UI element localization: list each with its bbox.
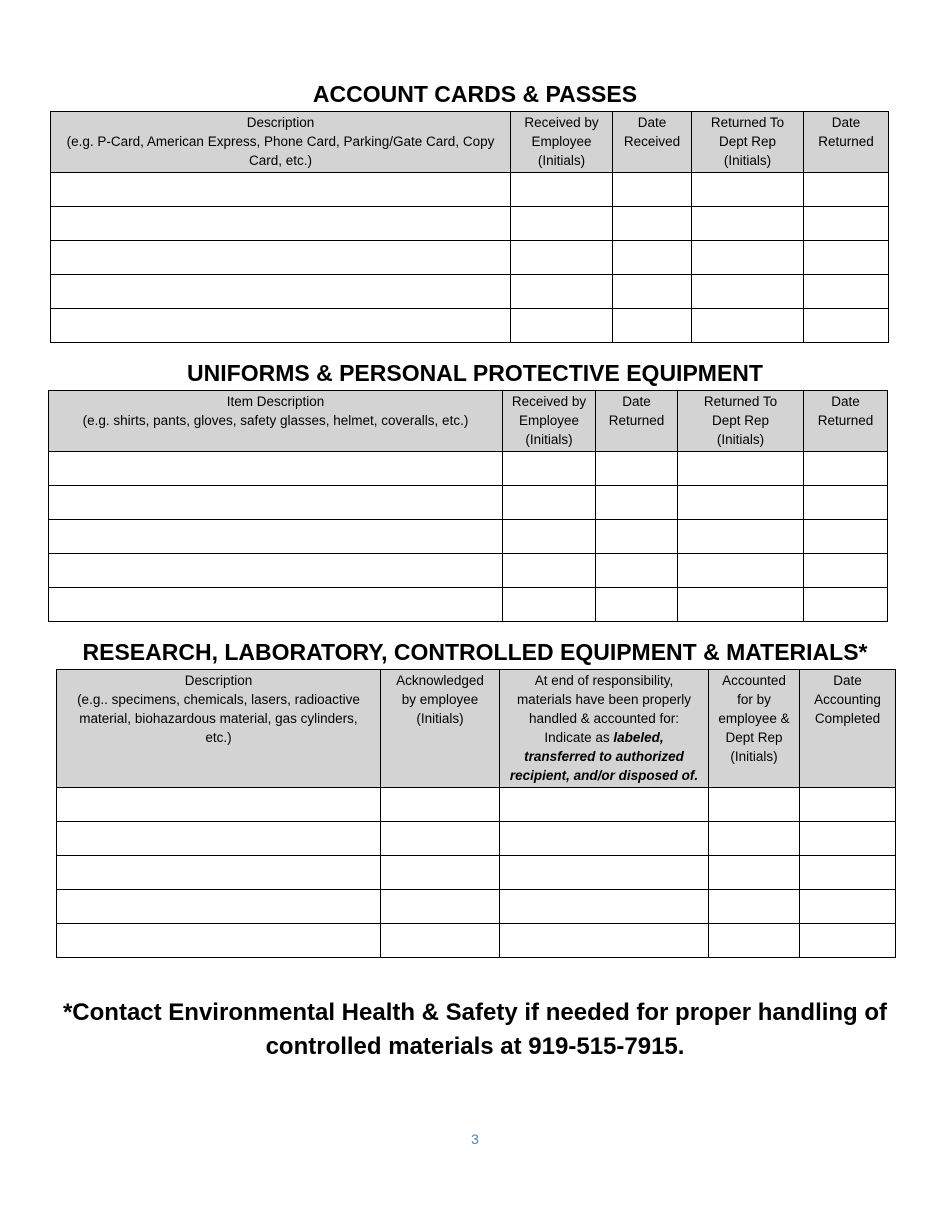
form-cell[interactable] [51,173,511,207]
header-item-description: Item Description (e.g. shirts, pants, gloves, safety glasses, helmet, coveralls, etc.) [49,391,503,452]
form-cell[interactable] [503,486,596,520]
form-cell[interactable] [613,275,692,309]
table-row [49,486,888,520]
header-returned-to-dept-rep: Returned To Dept Rep (Initials) [692,112,804,173]
form-cell[interactable] [57,822,381,856]
table-row [49,588,888,622]
form-cell[interactable] [800,788,896,822]
form-cell[interactable] [49,588,503,622]
table-row [51,173,889,207]
form-cell[interactable] [57,856,381,890]
form-cell[interactable] [49,520,503,554]
form-cell[interactable] [503,554,596,588]
form-cell[interactable] [804,241,889,275]
form-cell[interactable] [503,520,596,554]
account-cards-table [50,111,889,343]
page-number: 3 [471,1131,479,1147]
header-date-returned-rep: Date Returned [804,391,888,452]
form-cell[interactable] [511,241,613,275]
form-cell[interactable] [613,309,692,343]
form-cell[interactable] [692,241,804,275]
form-cell[interactable] [381,856,500,890]
form-cell[interactable] [678,452,804,486]
header-acknowledged-by-employee: Acknowledged by employee (Initials) [381,670,500,788]
form-cell[interactable] [804,588,888,622]
form-cell[interactable] [800,924,896,958]
form-cell[interactable] [613,207,692,241]
header-received-by-employee: Received by Employee (Initials) [503,391,596,452]
form-cell[interactable] [678,554,804,588]
form-cell[interactable] [678,486,804,520]
footer-contact-note: *Contact Environmental Health & Safety if needed for proper handling of controlled materials at 919-515-7915. [62,999,888,1060]
form-cell[interactable] [57,924,381,958]
section-title-account-cards: ACCOUNT CARDS & PASSES [312,81,638,107]
form-cell[interactable] [692,309,804,343]
form-cell[interactable] [804,207,889,241]
form-cell[interactable] [51,241,511,275]
form-cell[interactable] [804,452,888,486]
table-row [51,309,889,343]
form-cell[interactable] [381,788,500,822]
form-cell[interactable] [503,588,596,622]
section-title-research-lab: RESEARCH, LABORATORY, CONTROLLED EQUIPMENT & MATERIALS* [82,639,868,665]
form-cell[interactable] [511,173,613,207]
table-row [51,207,889,241]
form-cell[interactable] [511,309,613,343]
form-cell[interactable] [709,822,800,856]
table-row [57,856,896,890]
header-accounted-for: Accounted for by employee & Dept Rep (Initials) [709,670,800,788]
form-cell[interactable] [381,822,500,856]
table-row [51,241,889,275]
form-cell[interactable] [511,207,613,241]
form-cell[interactable] [804,554,888,588]
form-cell[interactable] [500,890,709,924]
form-cell[interactable] [500,822,709,856]
table-row [49,520,888,554]
form-cell[interactable] [804,486,888,520]
form-cell[interactable] [49,486,503,520]
header-description: Description (e.g. P-Card, American Express, Phone Card, Parking/Gate Card, Copy Card, etc.) [51,112,511,173]
form-cell[interactable] [596,520,678,554]
header-date-returned: Date Returned [596,391,678,452]
form-cell[interactable] [57,788,381,822]
form-cell[interactable] [709,924,800,958]
form-cell[interactable] [511,275,613,309]
header-description: Description (e.g.. specimens, chemicals, lasers, radioactive material, biohazardous material, gas cylinders, etc.) [57,670,381,788]
form-cell[interactable] [381,890,500,924]
table-row [57,924,896,958]
form-cell[interactable] [709,788,800,822]
header-date-received: Date Received [613,112,692,173]
header-date-accounting-completed: Date Accounting Completed [800,670,896,788]
form-cell[interactable] [804,520,888,554]
form-cell[interactable] [804,275,889,309]
form-cell[interactable] [51,309,511,343]
form-cell[interactable] [804,173,889,207]
uniforms-ppe-table [48,390,888,622]
form-cell[interactable] [500,788,709,822]
form-cell[interactable] [709,890,800,924]
form-cell[interactable] [596,588,678,622]
form-cell[interactable] [51,207,511,241]
form-cell[interactable] [500,924,709,958]
form-cell[interactable] [57,890,381,924]
header-received-by-employee: Received by Employee (Initials) [511,112,613,173]
form-cell[interactable] [49,452,503,486]
form-cell[interactable] [804,309,889,343]
form-cell[interactable] [49,554,503,588]
form-cell[interactable] [613,241,692,275]
table-row [57,822,896,856]
table-row [49,554,888,588]
form-cell[interactable] [692,275,804,309]
research-lab-table [56,669,896,958]
form-cell[interactable] [678,588,804,622]
form-cell[interactable] [800,856,896,890]
form-cell[interactable] [709,856,800,890]
form-cell[interactable] [503,452,596,486]
form-cell[interactable] [381,924,500,958]
form-cell[interactable] [613,173,692,207]
section-title-uniforms-ppe: UNIFORMS & PERSONAL PROTECTIVE EQUIPMENT [187,360,763,386]
form-cell[interactable] [678,520,804,554]
header-returned-to-dept-rep: Returned To Dept Rep (Initials) [678,391,804,452]
form-cell[interactable] [692,207,804,241]
table-row [57,890,896,924]
form-cell[interactable] [51,275,511,309]
table-row [51,275,889,309]
header-date-returned: Date Returned [804,112,889,173]
header-end-of-responsibility: At end of responsibility, materials have been properly handled & accounted for: Indicate as labeled, transferred to authorized recipient, and/or disposed of. [500,670,709,788]
table-row [57,788,896,822]
table-row [49,452,888,486]
form-cell[interactable] [692,173,804,207]
form-cell[interactable] [596,554,678,588]
form-cell[interactable] [596,452,678,486]
form-cell[interactable] [596,486,678,520]
form-cell[interactable] [800,890,896,924]
form-cell[interactable] [800,822,896,856]
form-cell[interactable] [500,856,709,890]
